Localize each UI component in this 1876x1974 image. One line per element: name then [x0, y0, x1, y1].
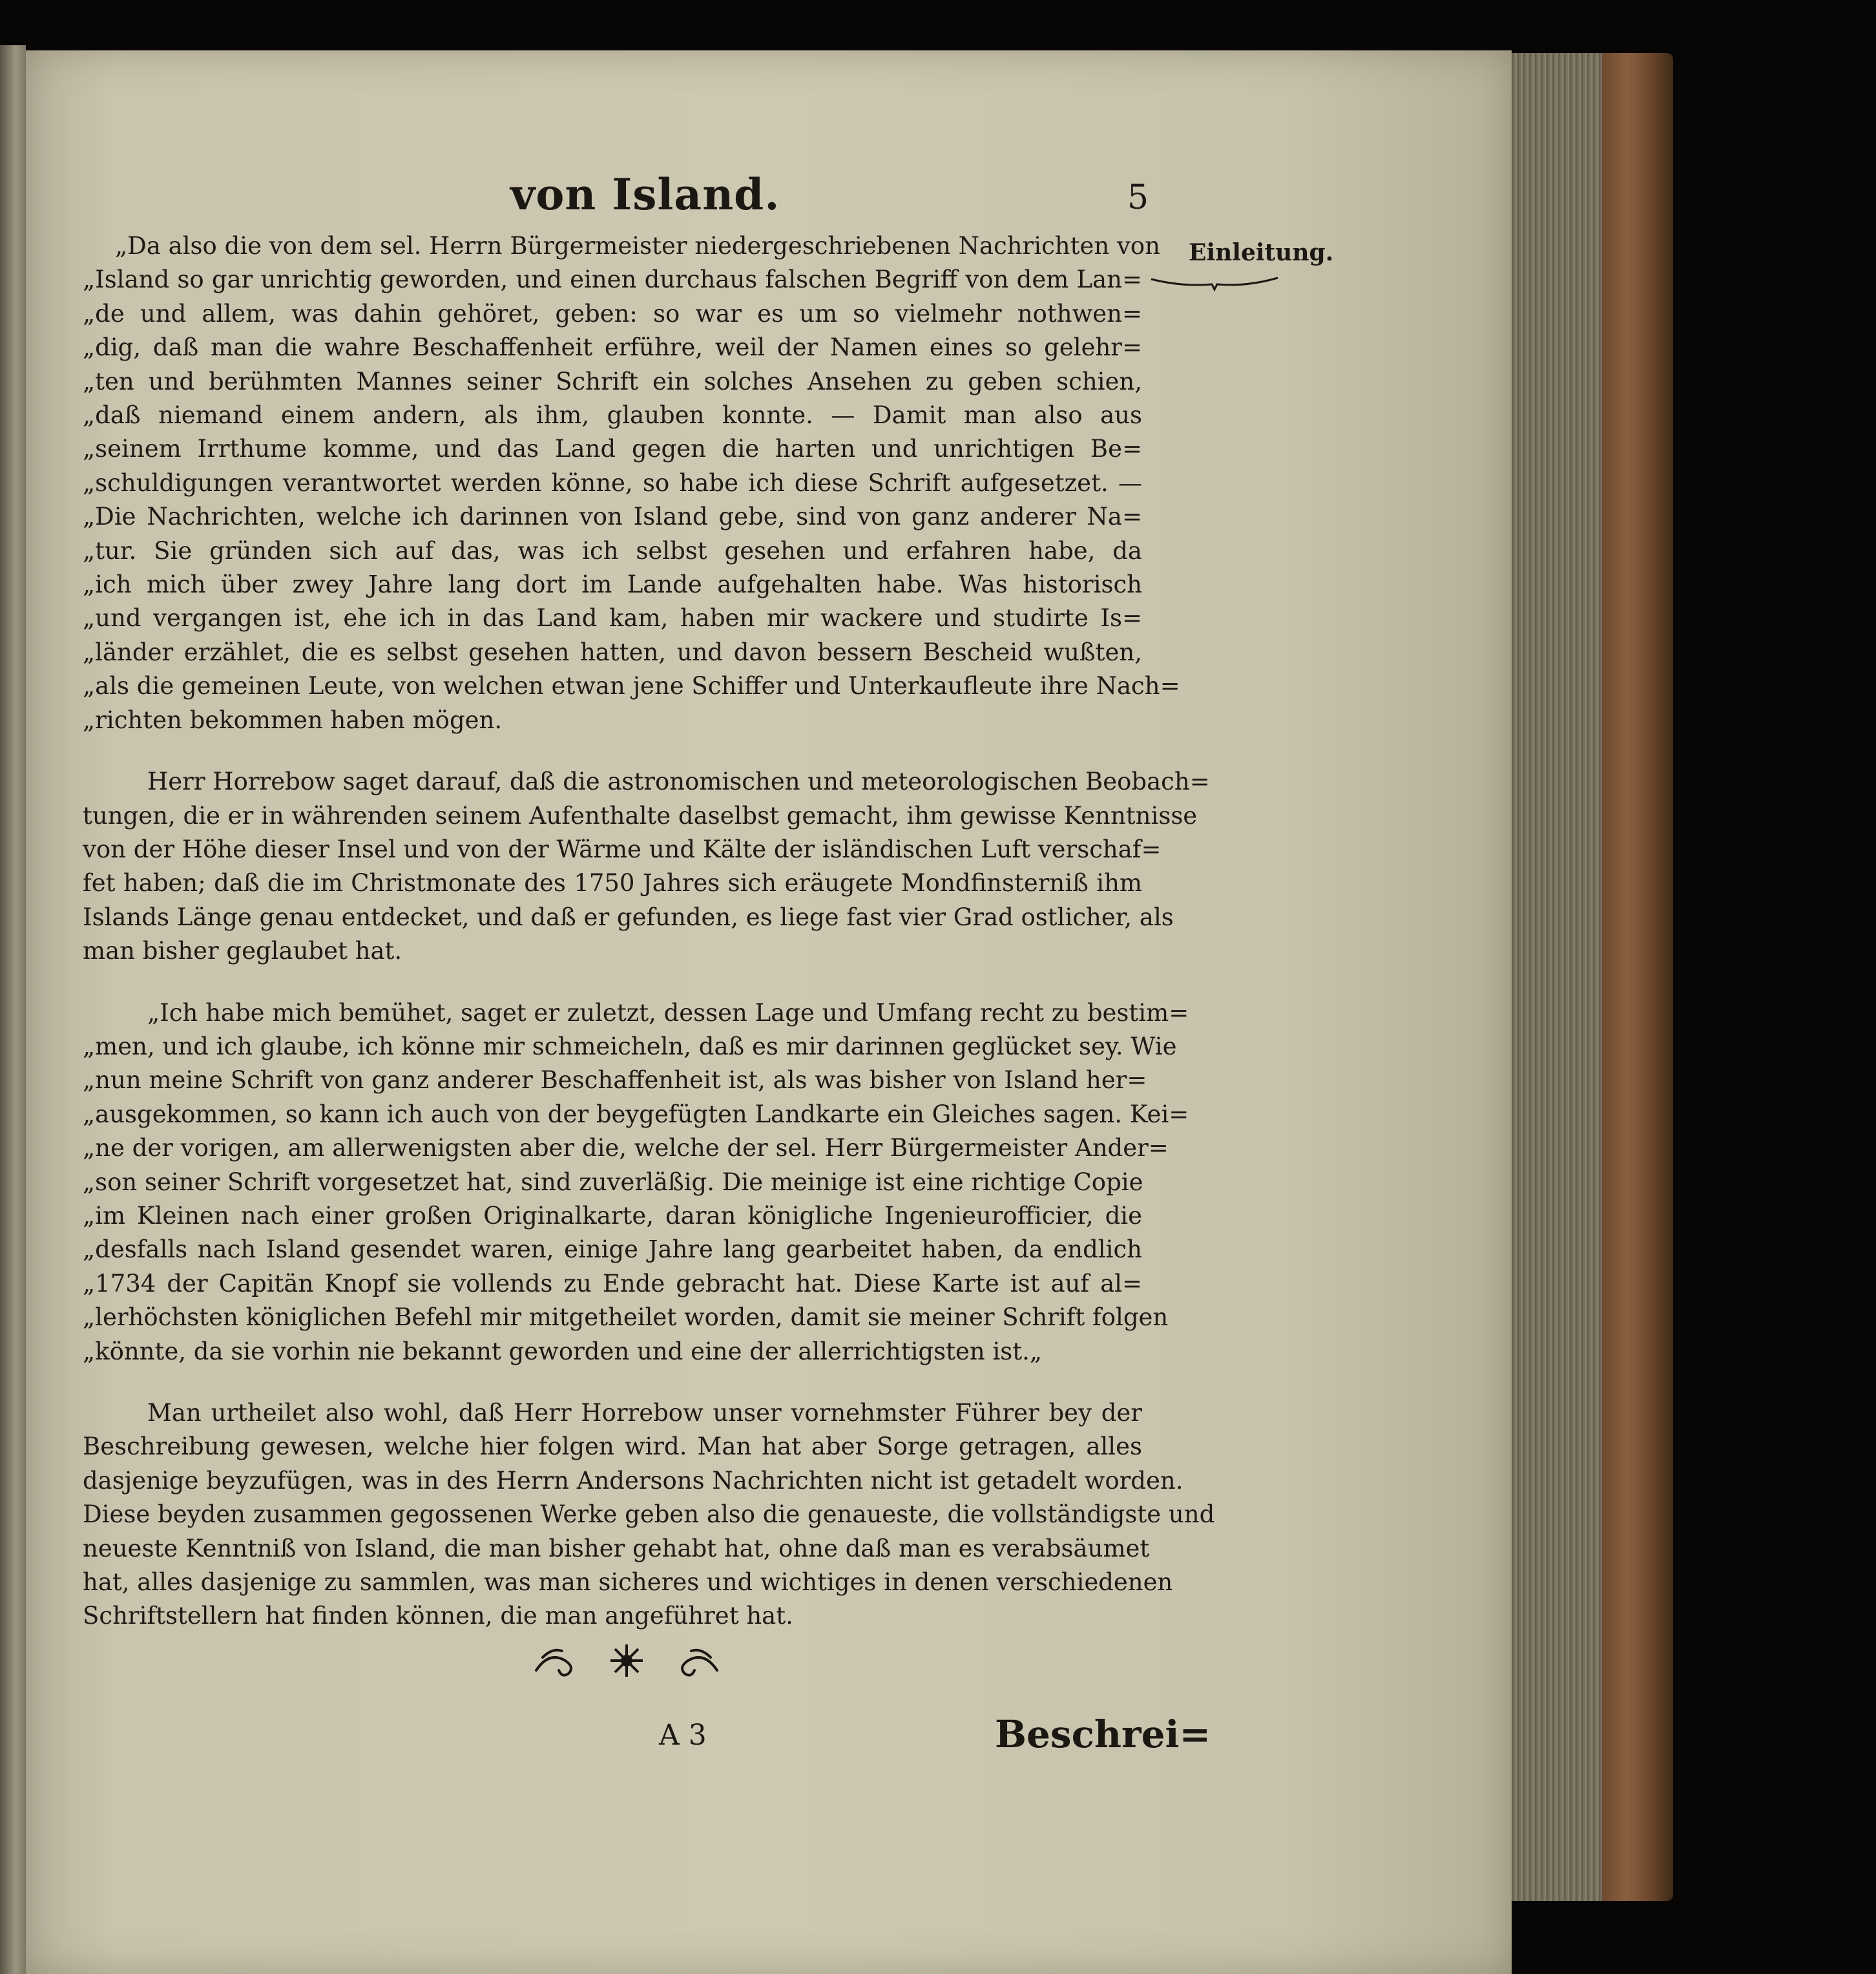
text-line: „richten bekommen haben mögen.: [83, 706, 503, 734]
text-line: „als die gemeinen Leute, von welchen etwan jene Schiffer und Unterkaufleute ihre Nach=: [83, 672, 1180, 700]
paragraph-gap: [83, 1369, 1142, 1396]
fleuron-ornament-icon: [530, 1638, 724, 1683]
text-line: neueste Kenntniß von Island, die man bisher gehabt hat, ohne daß man es verabsäumet: [83, 1534, 1150, 1562]
paragraph-gap: [83, 969, 1142, 996]
text-line: „men, und ich glaube, ich könne mir schmeicheln, daß es mir darinnen geglücket sey. Wie: [83, 1032, 1177, 1060]
text-line: tungen, die er in währenden seinem Aufenthalte daselbst gemacht, ihm gewisse Kenntnisse: [83, 801, 1198, 830]
text-line: Diese beyden zusammen gegossenen Werke geben also die genaueste, die vollständigste und: [83, 1500, 1215, 1529]
text-line: „tur. Sie gründen sich auf das, was ich selbst gesehen und erfahren habe, da: [83, 536, 1142, 565]
body-text: [83, 229, 1215, 1633]
text-line: „und vergangen ist, ehe ich in das Land kam, haben mir wackere und studirte Is=: [83, 604, 1142, 633]
text-line: „Da also die von dem sel. Herrn Bürgermeister niedergeschriebenen Nachrichten von: [115, 232, 1160, 260]
text-line: „desfalls nach Island gesendet waren, einige Jahre lang gearbeitet haben, da endlich: [83, 1235, 1142, 1264]
signature-mark: A 3: [659, 1719, 707, 1752]
book-cover-edge: [1602, 53, 1673, 1901]
text-line: man bisher geglaubet hat.: [83, 937, 402, 965]
text-line: „ten und berühmten Mannes seiner Schrift ein solches Ansehen zu geben schien,: [83, 367, 1142, 395]
text-line: „Island so gar unrichtig geworden, und einen durchaus falschen Begriff von dem Lan=: [83, 266, 1142, 294]
paragraph: [83, 996, 1189, 1369]
paragraph: [83, 765, 1210, 968]
text-line: „länder erzählet, die es selbst gesehen hatten, und davon bessern Bescheid wußten,: [83, 638, 1142, 666]
text-line: Schriftstellern hat finden können, die man angeführet hat.: [83, 1602, 793, 1630]
text-line: „dig, daß man die wahre Beschaffenheit erführe, weil der Namen eines so gelehr=: [83, 333, 1142, 362]
text-line: Herr Horrebow saget darauf, daß die astronomischen und meteorologischen Beobach=: [147, 768, 1210, 796]
text-line: Beschreibung gewesen, welche hier folgen wird. Man hat aber Sorge getragen, alles: [83, 1433, 1142, 1461]
text-line: „schuldigungen verantwortet werden könne, so habe ich diese Schrift aufgesetzet. —: [83, 468, 1142, 497]
running-head: von Island.: [510, 169, 780, 220]
text-line: Islands Länge genau entdecket, und daß er gefunden, es liege fast vier Grad ostlicher, als: [83, 903, 1174, 931]
text-line: „nun meine Schrift von ganz anderer Beschaffenheit ist, als was bisher von Island her=: [83, 1066, 1147, 1095]
margin-brace-icon: [1150, 277, 1279, 292]
text-line: „Ich habe mich bemühet, saget er zuletzt, dessen Lage und Umfang recht zu bestim=: [147, 998, 1189, 1027]
paragraph: [83, 229, 1180, 737]
page-number: 5: [1127, 178, 1149, 217]
facing-page-edge: [0, 45, 26, 1974]
margin-note: Einleitung.: [1189, 239, 1334, 266]
text-line: „lerhöchsten königlichen Befehl mir mitgetheilet worden, damit sie meiner Schrift folgen: [83, 1303, 1169, 1332]
text-line: „1734 der Capitän Knopf sie vollends zu Ende gebracht hat. Diese Karte ist auf al=: [83, 1269, 1142, 1297]
text-line: fet haben; daß die im Christmonate des 1750 Jahres sich eräugete Mondfinsterniß ihm: [83, 869, 1142, 898]
text-line: von der Höhe dieser Insel und von der Wärme und Kälte der isländischen Luft verschaf=: [83, 835, 1162, 863]
paragraph-gap: [83, 737, 1142, 765]
text-line: „ich mich über zwey Jahre lang dort im Lande aufgehalten habe. Was historisch: [83, 571, 1142, 599]
text-line: „son seiner Schrift vorgesetzet hat, sind zuverläßig. Die meinige ist eine richtige Copie: [83, 1168, 1143, 1196]
paragraph: [83, 1396, 1215, 1633]
text-line: „ne der vorigen, am allerwenigsten aber die, welche der sel. Herr Bürgermeister Ander=: [83, 1134, 1169, 1162]
text-line: „könnte, da sie vorhin nie bekannt geworden und eine der allerrichtigsten ist.„: [83, 1337, 1043, 1365]
text-line: „seinem Irrthume komme, und das Land gegen die harten und unrichtigen Be=: [83, 435, 1142, 463]
text-line: „de und allem, was dahin gehöret, geben: so war es um so vielmehr nothwen=: [83, 299, 1142, 328]
text-line: „im Kleinen nach einer großen Originalkarte, daran königliche Ingenieurofficier, die: [83, 1201, 1142, 1230]
text-line: hat, alles dasjenige zu sammlen, was man sicheres und wichtiges in denen verschiedenen: [83, 1568, 1173, 1597]
text-line: dasjenige beyzufügen, was in des Herrn Andersons Nachrichten nicht ist getadelt worden.: [83, 1466, 1183, 1495]
text-line: „daß niemand einem andern, als ihm, glauben konnte. — Damit man also aus: [83, 401, 1142, 430]
catchword: Beschrei=: [995, 1712, 1211, 1756]
text-line: „Die Nachrichten, welche ich darinnen von Island gebe, sind von ganz anderer Na=: [83, 503, 1142, 531]
text-line: Man urtheilet also wohl, daß Herr Horrebow unser vornehmster Führer bey der: [147, 1399, 1142, 1427]
text-line: „ausgekommen, so kann ich auch von der beygefügten Landkarte ein Gleiches sagen. Kei=: [83, 1100, 1189, 1128]
